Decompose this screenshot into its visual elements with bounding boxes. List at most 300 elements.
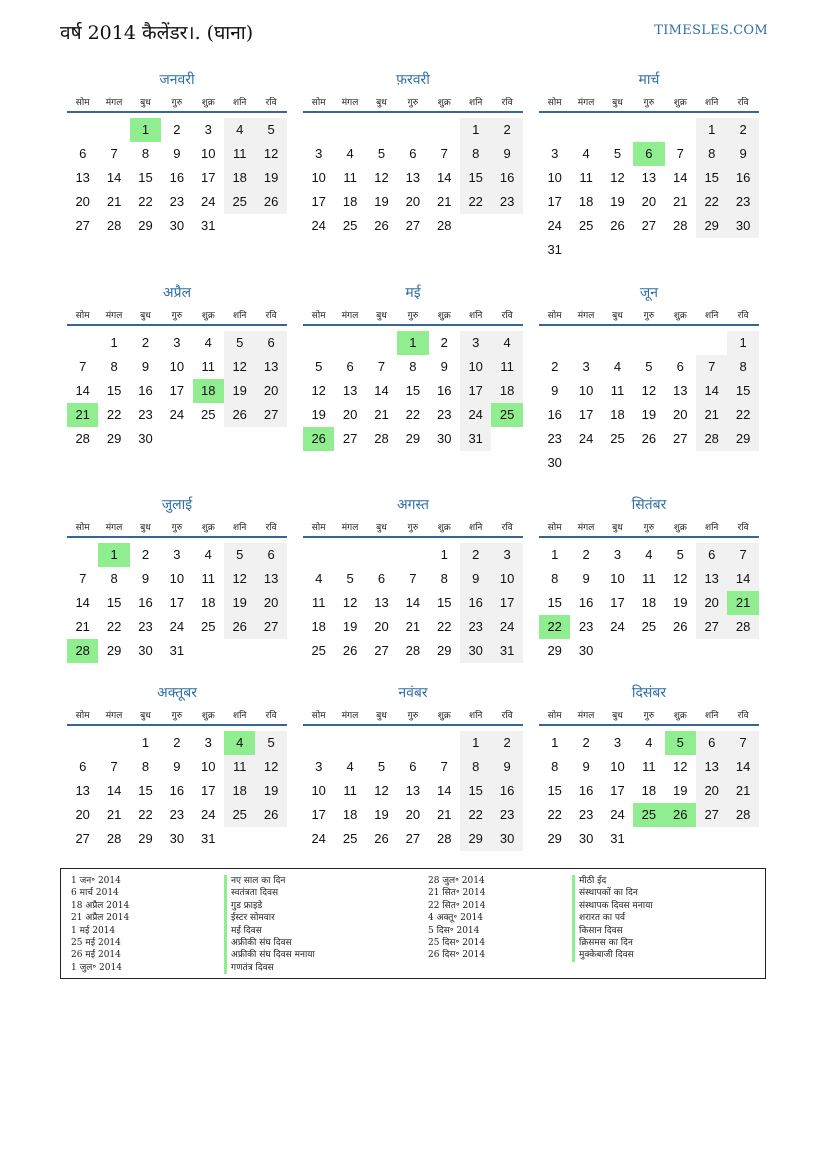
day-cell[interactable]: 10 — [311, 783, 326, 798]
day-cell[interactable]: 9 — [173, 759, 181, 774]
day-cell[interactable]: 31 — [610, 831, 625, 846]
day-cell[interactable]: 8 — [141, 146, 150, 161]
day-cell[interactable]: 2 — [491, 731, 522, 755]
day-cell[interactable]: 17 — [169, 383, 185, 398]
day-cell[interactable]: 19 — [641, 407, 657, 422]
day-cell[interactable]: 30 — [138, 431, 153, 446]
day-cell[interactable]: 4 — [491, 331, 522, 355]
day-cell[interactable]: 9 — [440, 359, 448, 374]
day-cell[interactable]: 27 — [405, 218, 421, 233]
day-cell[interactable]: 22 — [727, 403, 758, 427]
day-cell[interactable]: 17 — [610, 595, 625, 610]
day-cell[interactable]: 10 — [547, 170, 562, 185]
day-cell[interactable]: 1 — [110, 335, 118, 350]
day-cell[interactable]: 4 — [346, 146, 354, 161]
day-cell[interactable]: 30 — [169, 218, 185, 233]
day-cell[interactable]: 19 — [342, 619, 358, 634]
day-cell[interactable]: 8 — [110, 359, 118, 374]
day-cell[interactable]: 14 — [727, 567, 758, 591]
day-cell[interactable]: 16 — [437, 383, 452, 398]
day-cell[interactable]: 22 — [106, 407, 122, 422]
day-cell[interactable]: 19 — [255, 166, 286, 190]
day-cell[interactable]: 25 — [633, 803, 664, 827]
day-cell[interactable]: 16 — [578, 783, 594, 798]
day-cell[interactable]: 29 — [405, 431, 421, 446]
day-cell[interactable]: 4 — [315, 571, 323, 586]
day-cell[interactable]: 4 — [645, 735, 653, 750]
day-cell[interactable]: 7 — [377, 359, 386, 374]
day-cell[interactable]: 4 — [224, 118, 255, 142]
day-cell[interactable]: 30 — [727, 214, 758, 238]
day-cell[interactable]: 21 — [67, 403, 98, 427]
day-cell[interactable]: 28 — [75, 431, 90, 446]
day-cell[interactable]: 14 — [405, 595, 421, 610]
day-cell[interactable]: 7 — [727, 543, 758, 567]
day-cell[interactable]: 15 — [727, 379, 758, 403]
day-cell[interactable]: 16 — [491, 779, 522, 803]
day-cell[interactable]: 21 — [374, 407, 389, 422]
day-cell[interactable]: 23 — [169, 807, 185, 822]
day-cell[interactable]: 23 — [491, 190, 522, 214]
day-cell[interactable]: 8 — [551, 759, 559, 774]
day-cell[interactable]: 18 — [311, 619, 326, 634]
day-cell[interactable]: 15 — [437, 595, 452, 610]
day-cell[interactable]: 26 — [224, 615, 255, 639]
day-cell[interactable]: 9 — [460, 567, 491, 591]
day-cell[interactable]: 2 — [582, 547, 590, 562]
day-cell[interactable]: 3 — [613, 735, 622, 750]
day-cell[interactable]: 7 — [727, 731, 758, 755]
day-cell[interactable]: 21 — [75, 619, 90, 634]
day-cell[interactable]: 22 — [138, 194, 153, 209]
day-cell[interactable]: 5 — [377, 759, 386, 774]
day-cell[interactable]: 25 — [641, 619, 657, 634]
day-cell[interactable]: 27 — [405, 831, 421, 846]
day-cell[interactable]: 25 — [311, 643, 326, 658]
day-cell[interactable]: 2 — [141, 547, 150, 562]
day-cell[interactable]: 18 — [610, 407, 625, 422]
day-cell[interactable]: 28 — [727, 803, 758, 827]
day-cell[interactable]: 7 — [79, 571, 87, 586]
day-cell[interactable]: 10 — [578, 383, 594, 398]
day-cell[interactable]: 27 — [374, 643, 389, 658]
day-cell[interactable]: 28 — [673, 218, 688, 233]
day-cell[interactable]: 12 — [342, 595, 358, 610]
day-cell[interactable]: 25 — [578, 218, 594, 233]
day-cell[interactable]: 13 — [405, 783, 421, 798]
day-cell[interactable]: 6 — [79, 759, 87, 774]
day-cell[interactable]: 5 — [224, 331, 255, 355]
day-cell[interactable]: 8 — [440, 571, 448, 586]
day-cell[interactable]: 26 — [610, 218, 625, 233]
day-cell[interactable]: 5 — [665, 731, 696, 755]
day-cell[interactable]: 4 — [613, 359, 622, 374]
day-cell[interactable]: 14 — [437, 783, 452, 798]
day-cell[interactable]: 8 — [696, 142, 727, 166]
day-cell[interactable]: 7 — [409, 571, 417, 586]
day-cell[interactable]: 29 — [547, 831, 562, 846]
day-cell[interactable]: 1 — [551, 735, 559, 750]
day-cell[interactable]: 24 — [610, 807, 625, 822]
day-cell[interactable]: 19 — [673, 595, 688, 610]
day-cell[interactable]: 1 — [727, 331, 758, 355]
day-cell[interactable]: 30 — [169, 831, 185, 846]
day-cell[interactable]: 17 — [169, 595, 185, 610]
day-cell[interactable]: 6 — [633, 142, 664, 166]
day-cell[interactable]: 1 — [696, 118, 727, 142]
day-cell[interactable]: 24 — [169, 619, 185, 634]
day-cell[interactable]: 13 — [374, 595, 389, 610]
day-cell[interactable]: 13 — [696, 567, 727, 591]
day-cell[interactable]: 27 — [673, 431, 688, 446]
day-cell[interactable]: 5 — [377, 146, 386, 161]
day-cell[interactable]: 14 — [75, 383, 90, 398]
day-cell[interactable]: 16 — [460, 591, 491, 615]
day-cell[interactable]: 7 — [696, 355, 727, 379]
day-cell[interactable]: 24 — [169, 407, 185, 422]
day-cell[interactable]: 10 — [169, 359, 185, 374]
day-cell[interactable]: 6 — [409, 759, 417, 774]
day-cell[interactable]: 3 — [204, 735, 212, 750]
day-cell[interactable]: 29 — [437, 643, 452, 658]
day-cell[interactable]: 21 — [437, 194, 452, 209]
day-cell[interactable]: 28 — [106, 831, 122, 846]
day-cell[interactable]: 12 — [224, 355, 255, 379]
day-cell[interactable]: 11 — [201, 571, 216, 586]
day-cell[interactable]: 29 — [106, 431, 122, 446]
day-cell[interactable]: 25 — [491, 403, 522, 427]
day-cell[interactable]: 8 — [727, 355, 758, 379]
day-cell[interactable]: 18 — [491, 379, 522, 403]
day-cell[interactable]: 3 — [491, 543, 522, 567]
day-cell[interactable]: 18 — [224, 779, 255, 803]
day-cell[interactable]: 17 — [547, 194, 562, 209]
day-cell[interactable]: 20 — [255, 591, 286, 615]
day-cell[interactable]: 15 — [696, 166, 727, 190]
day-cell[interactable]: 20 — [342, 407, 358, 422]
day-cell[interactable]: 25 — [342, 831, 358, 846]
day-cell[interactable]: 10 — [491, 567, 522, 591]
day-cell[interactable]: 17 — [610, 783, 625, 798]
day-cell[interactable]: 7 — [110, 146, 118, 161]
day-cell[interactable]: 21 — [106, 194, 122, 209]
day-cell[interactable]: 26 — [224, 403, 255, 427]
day-cell[interactable]: 1 — [460, 731, 491, 755]
day-cell[interactable]: 11 — [224, 755, 255, 779]
day-cell[interactable]: 28 — [437, 831, 452, 846]
day-cell[interactable]: 19 — [673, 783, 688, 798]
day-cell[interactable]: 5 — [315, 359, 323, 374]
day-cell[interactable]: 14 — [75, 595, 90, 610]
day-cell[interactable]: 5 — [224, 543, 255, 567]
day-cell[interactable]: 5 — [346, 571, 354, 586]
day-cell[interactable]: 10 — [201, 759, 216, 774]
day-cell[interactable]: 6 — [255, 331, 286, 355]
day-cell[interactable]: 20 — [75, 194, 90, 209]
day-cell[interactable]: 9 — [141, 359, 150, 374]
day-cell[interactable]: 17 — [311, 194, 326, 209]
day-cell[interactable]: 19 — [224, 379, 255, 403]
day-cell[interactable]: 4 — [204, 547, 212, 562]
day-cell[interactable]: 26 — [255, 190, 286, 214]
day-cell[interactable]: 18 — [641, 783, 657, 798]
day-cell[interactable]: 6 — [696, 731, 727, 755]
day-cell[interactable]: 7 — [110, 759, 118, 774]
day-cell[interactable]: 1 — [551, 547, 559, 562]
day-cell[interactable]: 13 — [696, 755, 727, 779]
day-cell[interactable]: 11 — [642, 759, 656, 774]
day-cell[interactable]: 4 — [346, 759, 354, 774]
day-cell[interactable]: 4 — [204, 335, 212, 350]
day-cell[interactable]: 16 — [138, 383, 153, 398]
day-cell[interactable]: 5 — [613, 146, 622, 161]
day-cell[interactable]: 17 — [201, 783, 216, 798]
day-cell[interactable]: 30 — [578, 831, 594, 846]
day-cell[interactable]: 11 — [224, 142, 255, 166]
day-cell[interactable]: 12 — [311, 383, 326, 398]
day-cell[interactable]: 6 — [676, 359, 684, 374]
day-cell[interactable]: 30 — [138, 643, 153, 658]
day-cell[interactable]: 16 — [727, 166, 758, 190]
day-cell[interactable]: 16 — [169, 170, 185, 185]
day-cell[interactable]: 24 — [547, 218, 562, 233]
day-cell[interactable]: 3 — [173, 547, 181, 562]
day-cell[interactable]: 8 — [409, 359, 417, 374]
day-cell[interactable]: 13 — [75, 783, 90, 798]
day-cell[interactable]: 16 — [491, 166, 522, 190]
day-cell[interactable]: 10 — [460, 355, 491, 379]
day-cell[interactable]: 14 — [727, 755, 758, 779]
day-cell[interactable]: 25 — [201, 407, 216, 422]
day-cell[interactable]: 29 — [460, 827, 491, 851]
day-cell[interactable]: 14 — [437, 170, 452, 185]
day-cell[interactable]: 22 — [405, 407, 421, 422]
day-cell[interactable]: 13 — [673, 383, 688, 398]
day-cell[interactable]: 6 — [255, 543, 286, 567]
day-cell[interactable]: 29 — [696, 214, 727, 238]
day-cell[interactable]: 7 — [440, 759, 448, 774]
day-cell[interactable]: 20 — [696, 779, 727, 803]
day-cell[interactable]: 9 — [582, 759, 590, 774]
day-cell[interactable]: 27 — [696, 803, 727, 827]
day-cell[interactable]: 1 — [397, 331, 428, 355]
day-cell[interactable]: 1 — [440, 547, 448, 562]
day-cell[interactable]: 3 — [460, 331, 491, 355]
day-cell[interactable]: 17 — [578, 407, 594, 422]
day-cell[interactable]: 27 — [342, 431, 358, 446]
day-cell[interactable]: 12 — [374, 170, 389, 185]
day-cell[interactable]: 19 — [255, 779, 286, 803]
day-cell[interactable]: 1 — [98, 543, 129, 567]
day-cell[interactable]: 13 — [342, 383, 358, 398]
day-cell[interactable]: 27 — [696, 615, 727, 639]
day-cell[interactable]: 13 — [405, 170, 421, 185]
day-cell[interactable]: 19 — [374, 194, 389, 209]
day-cell[interactable]: 23 — [138, 407, 153, 422]
day-cell[interactable]: 28 — [106, 218, 122, 233]
day-cell[interactable]: 19 — [224, 591, 255, 615]
day-cell[interactable]: 31 — [460, 427, 491, 451]
day-cell[interactable]: 4 — [582, 146, 590, 161]
day-cell[interactable]: 10 — [169, 571, 185, 586]
day-cell[interactable]: 12 — [224, 567, 255, 591]
day-cell[interactable]: 20 — [374, 619, 389, 634]
day-cell[interactable]: 2 — [173, 122, 181, 137]
day-cell[interactable]: 1 — [130, 118, 161, 142]
day-cell[interactable]: 2 — [491, 118, 522, 142]
day-cell[interactable]: 23 — [578, 807, 594, 822]
day-cell[interactable]: 31 — [201, 831, 216, 846]
day-cell[interactable]: 15 — [460, 166, 491, 190]
day-cell[interactable]: 31 — [169, 643, 185, 658]
day-cell[interactable]: 12 — [374, 783, 389, 798]
day-cell[interactable]: 26 — [374, 218, 389, 233]
day-cell[interactable]: 29 — [106, 643, 122, 658]
day-cell[interactable]: 28 — [437, 218, 452, 233]
day-cell[interactable]: 22 — [437, 619, 452, 634]
day-cell[interactable]: 16 — [578, 595, 594, 610]
day-cell[interactable]: 6 — [346, 359, 354, 374]
day-cell[interactable]: 26 — [673, 619, 688, 634]
day-cell[interactable]: 3 — [315, 759, 323, 774]
day-cell[interactable]: 4 — [224, 731, 255, 755]
day-cell[interactable]: 24 — [201, 194, 216, 209]
day-cell[interactable]: 6 — [79, 146, 87, 161]
day-cell[interactable]: 9 — [173, 146, 181, 161]
day-cell[interactable]: 6 — [377, 571, 386, 586]
day-cell[interactable]: 16 — [547, 407, 562, 422]
day-cell[interactable]: 5 — [676, 547, 684, 562]
day-cell[interactable]: 21 — [727, 591, 758, 615]
day-cell[interactable]: 24 — [201, 807, 216, 822]
day-cell[interactable]: 22 — [138, 807, 153, 822]
day-cell[interactable]: 25 — [610, 431, 625, 446]
day-cell[interactable]: 23 — [169, 194, 185, 209]
day-cell[interactable]: 9 — [727, 142, 758, 166]
day-cell[interactable]: 7 — [676, 146, 684, 161]
day-cell[interactable]: 15 — [460, 779, 491, 803]
day-cell[interactable]: 24 — [311, 218, 326, 233]
day-cell[interactable]: 31 — [547, 242, 562, 257]
day-cell[interactable]: 26 — [342, 643, 358, 658]
day-cell[interactable]: 11 — [491, 355, 522, 379]
day-cell[interactable]: 29 — [138, 218, 153, 233]
day-cell[interactable]: 27 — [255, 403, 286, 427]
day-cell[interactable]: 1 — [460, 118, 491, 142]
day-cell[interactable]: 22 — [106, 619, 122, 634]
day-cell[interactable]: 13 — [255, 355, 286, 379]
day-cell[interactable]: 10 — [610, 571, 625, 586]
day-cell[interactable]: 30 — [460, 639, 491, 663]
day-cell[interactable]: 26 — [665, 803, 696, 827]
day-cell[interactable]: 11 — [610, 383, 625, 398]
day-cell[interactable]: 19 — [610, 194, 625, 209]
day-cell[interactable]: 21 — [673, 194, 688, 209]
day-cell[interactable]: 8 — [460, 142, 491, 166]
day-cell[interactable]: 31 — [491, 639, 522, 663]
day-cell[interactable]: 5 — [255, 118, 286, 142]
day-cell[interactable]: 22 — [539, 615, 570, 639]
day-cell[interactable]: 20 — [255, 379, 286, 403]
day-cell[interactable]: 21 — [696, 403, 727, 427]
day-cell[interactable]: 31 — [201, 218, 216, 233]
day-cell[interactable]: 18 — [342, 807, 358, 822]
day-cell[interactable]: 21 — [437, 807, 452, 822]
day-cell[interactable]: 30 — [547, 455, 562, 470]
day-cell[interactable]: 18 — [201, 595, 216, 610]
day-cell[interactable]: 22 — [460, 190, 491, 214]
day-cell[interactable]: 2 — [727, 118, 758, 142]
day-cell[interactable]: 17 — [311, 807, 326, 822]
day-cell[interactable]: 11 — [201, 359, 216, 374]
day-cell[interactable]: 17 — [460, 379, 491, 403]
day-cell[interactable]: 29 — [138, 831, 153, 846]
day-cell[interactable]: 23 — [547, 431, 562, 446]
day-cell[interactable]: 25 — [224, 803, 255, 827]
day-cell[interactable]: 16 — [138, 595, 153, 610]
day-cell[interactable]: 3 — [315, 146, 323, 161]
day-cell[interactable]: 21 — [727, 779, 758, 803]
day-cell[interactable]: 8 — [460, 755, 491, 779]
day-cell[interactable]: 2 — [440, 335, 448, 350]
day-cell[interactable]: 13 — [641, 170, 657, 185]
day-cell[interactable]: 24 — [578, 431, 594, 446]
day-cell[interactable]: 16 — [169, 783, 185, 798]
day-cell[interactable]: 12 — [673, 571, 688, 586]
day-cell[interactable]: 2 — [582, 735, 590, 750]
day-cell[interactable]: 12 — [641, 383, 657, 398]
day-cell[interactable]: 5 — [255, 731, 286, 755]
day-cell[interactable]: 27 — [641, 218, 657, 233]
day-cell[interactable]: 23 — [578, 619, 594, 634]
day-cell[interactable]: 27 — [75, 831, 90, 846]
day-cell[interactable]: 28 — [727, 615, 758, 639]
day-cell[interactable]: 17 — [491, 591, 522, 615]
day-cell[interactable]: 3 — [551, 146, 559, 161]
day-cell[interactable]: 15 — [547, 595, 562, 610]
day-cell[interactable]: 20 — [75, 807, 90, 822]
day-cell[interactable]: 14 — [374, 383, 389, 398]
day-cell[interactable]: 20 — [405, 194, 421, 209]
day-cell[interactable]: 9 — [491, 755, 522, 779]
day-cell[interactable]: 10 — [201, 146, 216, 161]
day-cell[interactable]: 26 — [641, 431, 657, 446]
day-cell[interactable]: 9 — [551, 383, 559, 398]
day-cell[interactable]: 18 — [641, 595, 657, 610]
day-cell[interactable]: 11 — [343, 170, 357, 185]
day-cell[interactable]: 5 — [645, 359, 653, 374]
day-cell[interactable]: 13 — [255, 567, 286, 591]
day-cell[interactable]: 22 — [547, 807, 562, 822]
day-cell[interactable]: 10 — [610, 759, 625, 774]
day-cell[interactable]: 15 — [106, 595, 122, 610]
day-cell[interactable]: 23 — [727, 190, 758, 214]
day-cell[interactable]: 1 — [141, 735, 150, 750]
day-cell[interactable]: 28 — [405, 643, 421, 658]
day-cell[interactable]: 9 — [491, 142, 522, 166]
day-cell[interactable]: 24 — [491, 615, 522, 639]
day-cell[interactable]: 12 — [255, 142, 286, 166]
day-cell[interactable]: 26 — [303, 427, 334, 451]
day-cell[interactable]: 15 — [547, 783, 562, 798]
day-cell[interactable]: 25 — [224, 190, 255, 214]
day-cell[interactable]: 28 — [67, 639, 98, 663]
day-cell[interactable]: 17 — [201, 170, 216, 185]
day-cell[interactable]: 6 — [696, 543, 727, 567]
day-cell[interactable]: 15 — [106, 383, 122, 398]
day-cell[interactable]: 25 — [342, 218, 358, 233]
day-cell[interactable]: 22 — [696, 190, 727, 214]
